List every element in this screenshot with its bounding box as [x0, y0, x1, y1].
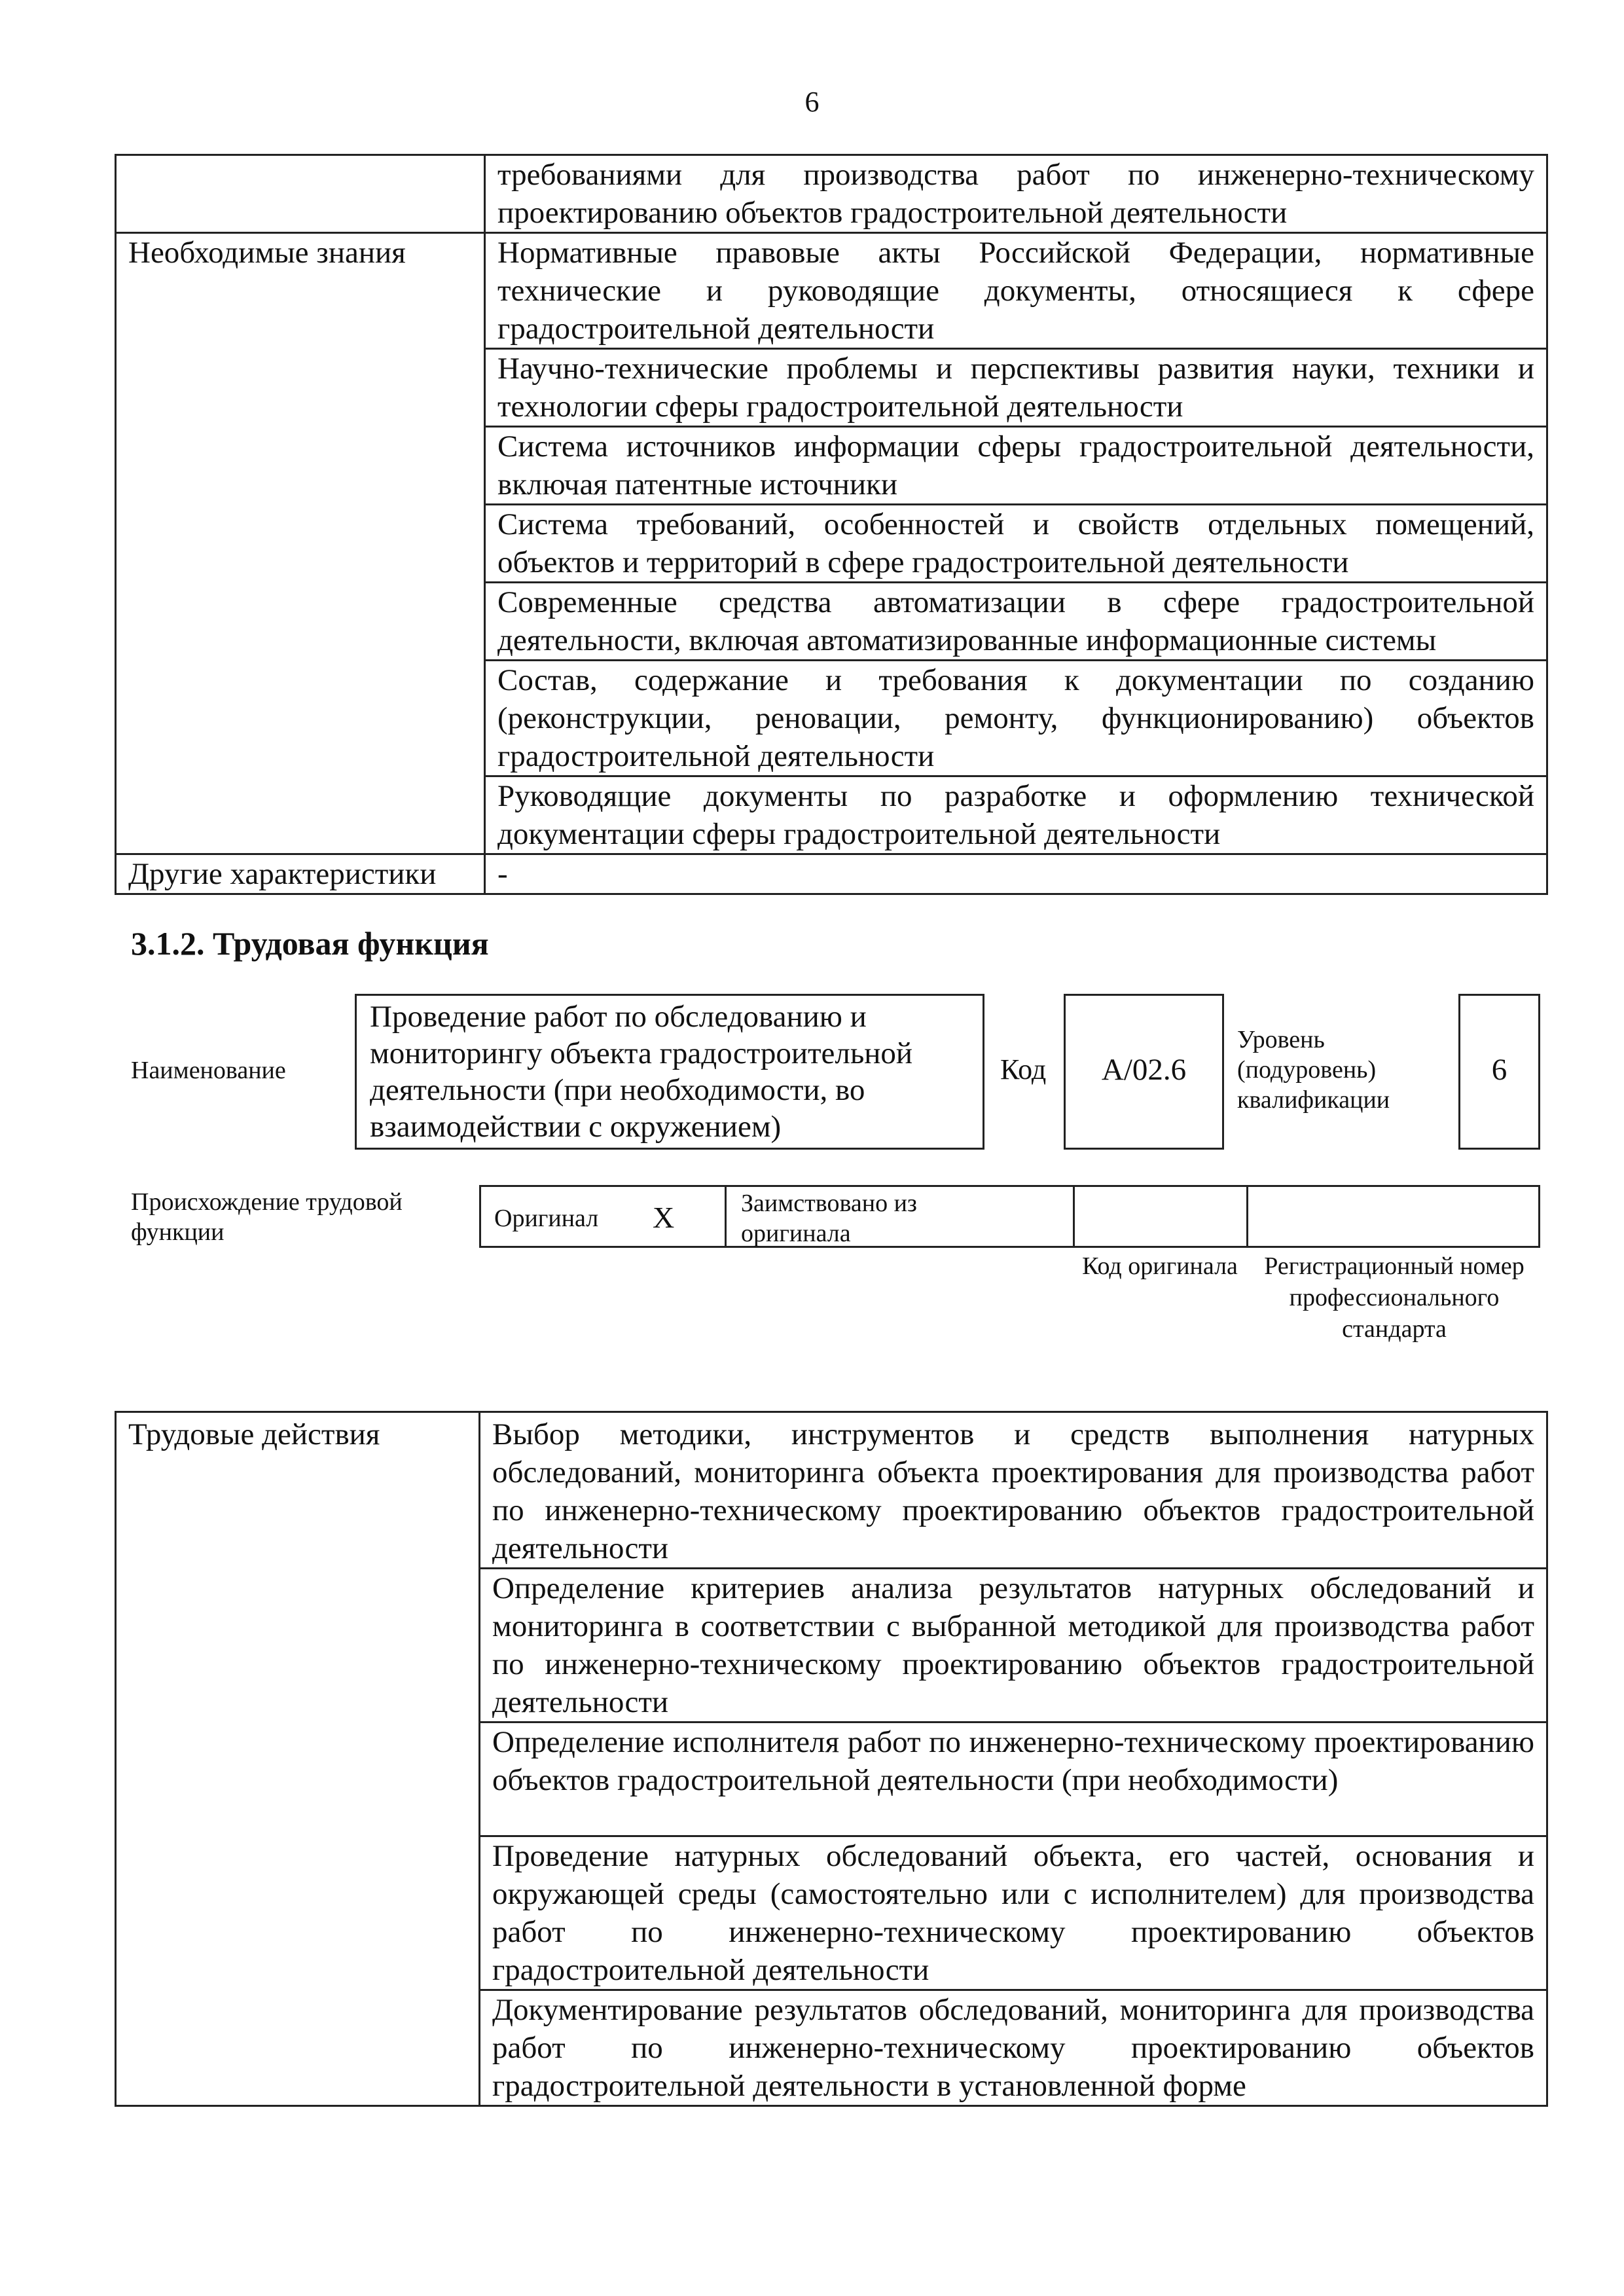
page-number: 6: [804, 86, 820, 118]
action-item: Выбор методики, инструментов и средств выполнения натурных обследований, мониторинга объекта проектирования для производства работ по инженерно-техническому проектированию объектов градостроительной деятельности: [480, 1412, 1547, 1569]
original-code-box: [1073, 1185, 1248, 1248]
empty-label-cell: [116, 155, 485, 233]
code-value: А/02.6: [1101, 1053, 1187, 1087]
level-box: [1458, 994, 1540, 1150]
other-value: -: [485, 854, 1547, 894]
original-box: [479, 1185, 727, 1248]
table-row: [116, 854, 1547, 894]
knowledge-item: Руководящие документы по разработке и оформлению технической документации сферы градостроительной деятельности: [485, 776, 1547, 854]
table-row: [116, 1412, 1547, 1569]
action-item: Определение критериев анализа результатов натурных обследований и мониторинга в соответствии с выбранной методикой для производства работ по инженерно-техническому проектированию объектов градостроительной деятельности: [480, 1569, 1547, 1722]
level-value: 6: [1491, 1053, 1507, 1087]
level-label: Уровень (подуровень) квалификации: [1237, 1026, 1390, 1114]
continuation-text: требованиями для производства работ по инженерно-техническому проектированию объектов градостроительной деятельности: [485, 155, 1547, 233]
name-value: Проведение работ по обследованию и мониторингу объекта градостроительной деятельности (при необходимости, во взаимодействии с окружением): [370, 1000, 913, 1144]
borrowed-label: Заимствовано из оригинала: [741, 1190, 917, 1247]
code-label: Код: [1000, 1053, 1047, 1085]
knowledge-label: Необходимые знания: [116, 233, 485, 854]
section-title: 3.1.2. Трудовая функция: [131, 925, 489, 962]
knowledge-item: Современные средства автоматизации в сфере градостроительной деятельности, включая автоматизированные информационные системы: [485, 583, 1547, 661]
registration-number-box: [1246, 1185, 1540, 1248]
action-item: Проведение натурных обследований объекта, его частей, основания и окружающей среды (самостоятельно или с исполнителем) для производства работ по инженерно-техническому проектированию объектов градостроительной деятельности: [480, 1836, 1547, 1990]
actions-table: [115, 1411, 1548, 2107]
original-label: Оригинал: [494, 1205, 599, 1232]
knowledge-table: [115, 154, 1548, 895]
origin-label: Происхождение трудовой функции: [131, 1188, 403, 1246]
knowledge-item: Нормативные правовые акты Российской Федерации, нормативные технические и руководящие документы, относящиеся к сфере градостроительной деятельности: [485, 233, 1547, 349]
original-mark: X: [653, 1201, 675, 1234]
knowledge-item: Система источников информации сферы градостроительной деятельности, включая патентные источники: [485, 427, 1547, 505]
table-row: [116, 233, 1547, 349]
action-item: Документирование результатов обследований, мониторинга для производства работ по инженерно-техническому проектированию объектов градостроительной деятельности в установленной форме: [480, 1990, 1547, 2106]
registration-caption: Регистрационный номер профессионального стандарта: [1264, 1252, 1525, 1343]
actions-label: Трудовые действия: [116, 1412, 480, 2106]
original-code-caption: Код оригинала: [1082, 1252, 1238, 1280]
name-box: [355, 994, 984, 1150]
borrowed-box: [725, 1185, 1075, 1248]
knowledge-item: Система требований, особенностей и свойств отдельных помещений, объектов и территорий в сфере градостроительной деятельности: [485, 505, 1547, 583]
action-item: Определение исполнителя работ по инженерно-техническому проектированию объектов градостроительной деятельности (при необходимости): [480, 1722, 1547, 1836]
other-label: Другие характеристики: [116, 854, 485, 894]
code-box: [1064, 994, 1224, 1150]
knowledge-item: Состав, содержание и требования к документации по созданию (реконструкции, реновации, ремонту, функционированию) объектов градостроительной деятельности: [485, 661, 1547, 776]
knowledge-item: Научно-технические проблемы и перспективы развития науки, техники и технологии сферы градостроительной деятельности: [485, 349, 1547, 427]
table-row: [116, 155, 1547, 233]
name-label: Наименование: [131, 1057, 286, 1084]
